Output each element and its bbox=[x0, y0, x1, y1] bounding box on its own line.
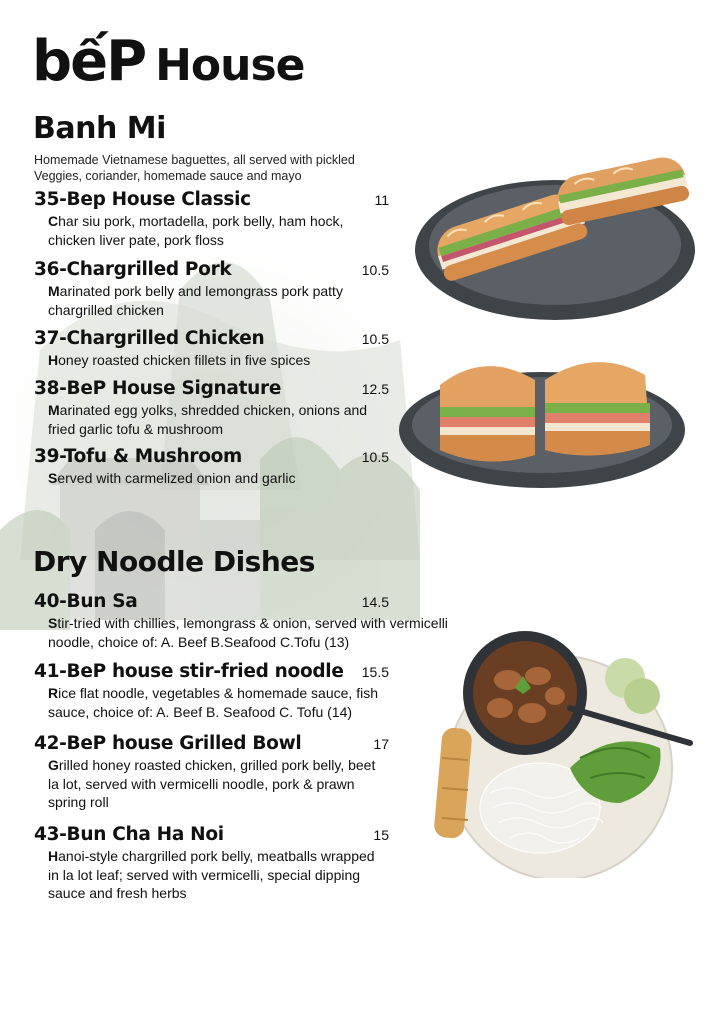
menu-item bbox=[34, 733, 389, 812]
logo-bep-text: bếP bbox=[32, 29, 146, 94]
item-description: Honey roasted chicken fillets in five spices bbox=[48, 352, 311, 368]
item-name: 35-Bep House Classic bbox=[34, 189, 251, 210]
item-name: 39-Tofu & Mushroom bbox=[34, 446, 242, 467]
banh-mi-plate-illustration bbox=[395, 345, 690, 495]
item-description: Marinated egg yolks, shredded chicken, onions and fried garlic tofu & mushroom bbox=[48, 402, 368, 437]
section-description-banh-mi: Homemade Vietnamese baguettes, all served with pickled Veggies, coriander, homemade sauce and mayo bbox=[34, 153, 355, 183]
item-description: Served with carmelized onion and garlic bbox=[48, 470, 296, 486]
item-name: 36-Chargrilled Pork bbox=[34, 259, 232, 280]
item-price: 17 bbox=[373, 736, 389, 752]
item-name: 43-Bun Cha Ha Noi bbox=[34, 824, 224, 845]
item-description: Grilled honey roasted chicken, grilled pork belly, beet la lot, served with vermicelli noodle, pork & prawn spring roll bbox=[48, 757, 376, 810]
item-price: 14.5 bbox=[361, 594, 389, 610]
item-price: 15 bbox=[373, 827, 389, 843]
noodle-bowl-illustration bbox=[420, 618, 695, 878]
menu-item bbox=[34, 378, 389, 438]
item-description: Marinated pork belly and lemongrass pork patty chargrilled chicken bbox=[48, 283, 343, 318]
item-price: 12.5 bbox=[361, 381, 389, 397]
item-price: 10.5 bbox=[361, 331, 389, 347]
item-description: Char siu pork, mortadella, pork belly, ham hock, chicken liver pate, pork floss bbox=[48, 213, 344, 248]
menu-item bbox=[34, 446, 389, 488]
item-name: 40-Bun Sa bbox=[34, 591, 138, 612]
item-description: Rice flat noodle, vegetables & homemade sauce, fish sauce, choice of: A. Beef B. Seafood C. Tofu (14) bbox=[48, 685, 378, 720]
menu-item bbox=[34, 661, 389, 721]
menu-item bbox=[34, 259, 389, 319]
item-name: 41-BeP house stir-fried noodle bbox=[34, 661, 344, 682]
banh-mi-plate-illustration bbox=[410, 145, 705, 330]
brand-logo bbox=[32, 26, 305, 94]
item-price: 11 bbox=[374, 192, 389, 208]
item-description: Stir-tried with chillies, lemongrass & onion, served with vermicelli noodle, choice of: A. Beef B.Seafood C.Tofu (13) bbox=[48, 615, 448, 650]
section-title-banh-mi: Banh Mi bbox=[33, 111, 166, 146]
item-price: 10.5 bbox=[361, 449, 389, 465]
menu-item bbox=[34, 328, 389, 370]
menu-item bbox=[34, 591, 448, 651]
item-price: 10.5 bbox=[361, 262, 389, 278]
item-price: 15.5 bbox=[361, 664, 389, 680]
logo-house-text: House bbox=[155, 40, 305, 91]
menu-item bbox=[34, 824, 389, 903]
item-name: 38-BeP House Signature bbox=[34, 378, 282, 399]
section-title-dry-noodle: Dry Noodle Dishes bbox=[33, 545, 315, 578]
item-description: Hanoi-style chargrilled pork belly, meatballs wrapped in la lot leaf; served with vermicelli, special dipping sauce and fresh herbs bbox=[48, 848, 375, 901]
item-name: 37-Chargrilled Chicken bbox=[34, 328, 265, 349]
item-name: 42-BeP house Grilled Bowl bbox=[34, 733, 302, 754]
menu-item bbox=[34, 189, 389, 249]
